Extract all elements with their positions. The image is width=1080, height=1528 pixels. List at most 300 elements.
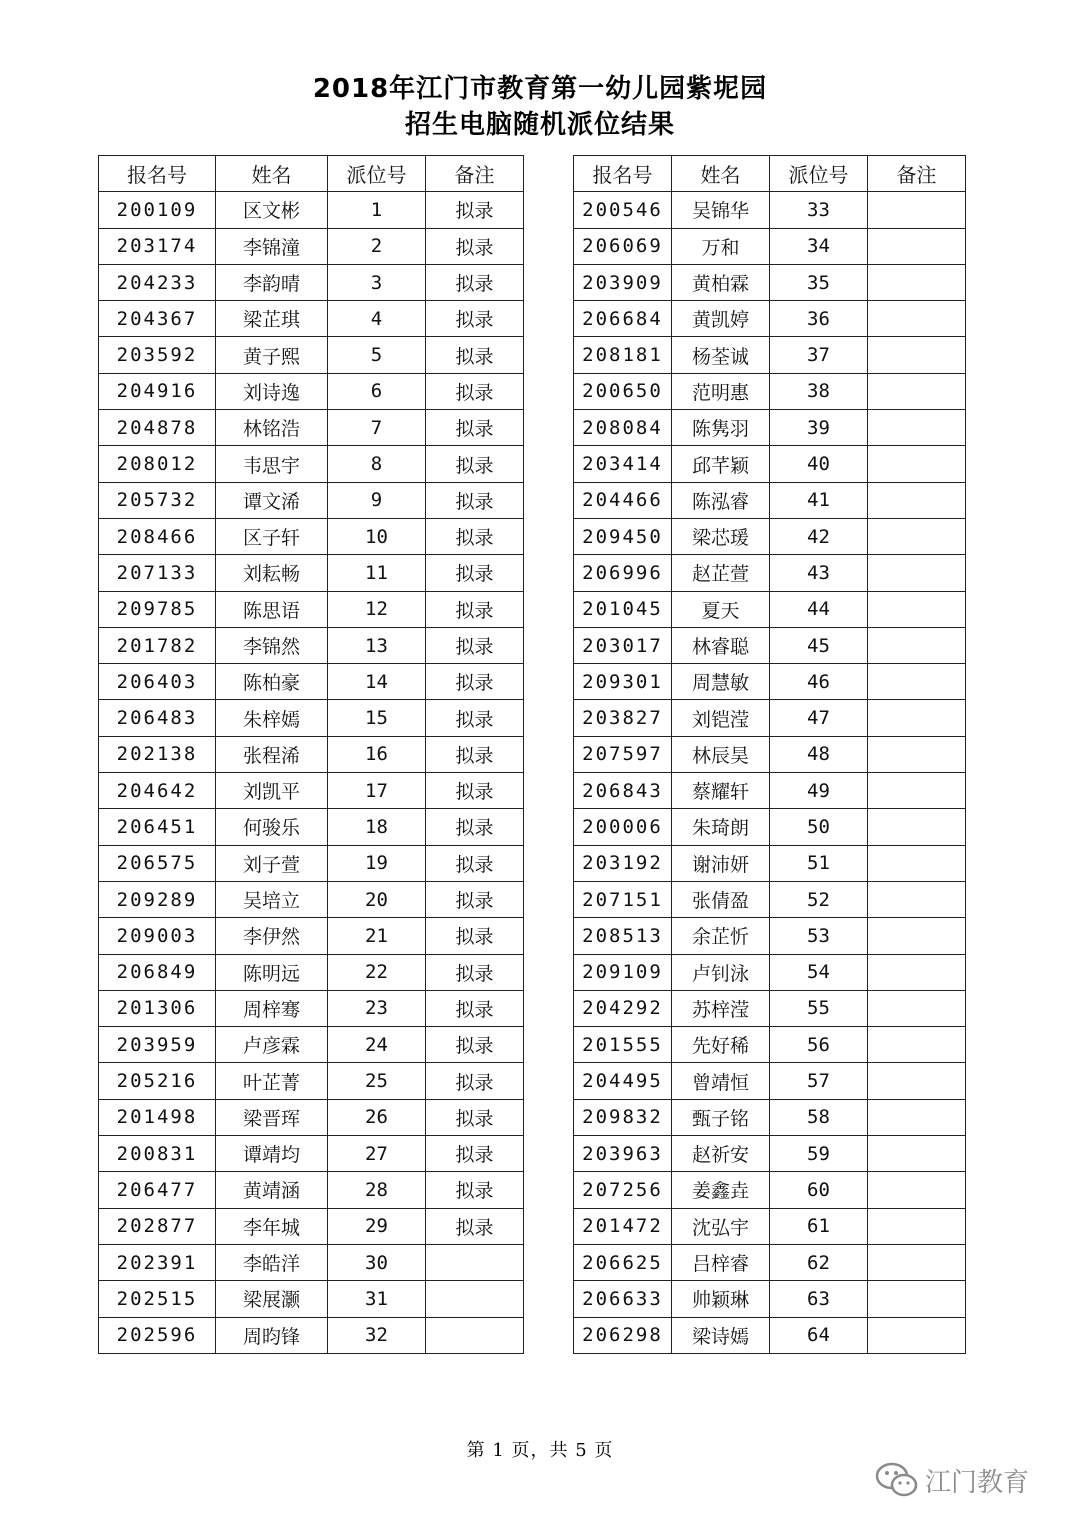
table-row [574, 228, 966, 264]
table-row [99, 1208, 524, 1244]
lottery-no-cell: 51 [770, 845, 868, 881]
lottery-no-cell: 21 [328, 918, 426, 954]
remark-cell [868, 954, 966, 990]
table-row [99, 954, 524, 990]
table-row [99, 845, 524, 881]
student-name-cell: 刘耘畅 [216, 555, 328, 591]
table-row [574, 1027, 966, 1063]
student-name-cell: 杨荃诚 [672, 337, 770, 373]
student-name-cell: 黄柏霖 [672, 264, 770, 300]
table-row [99, 1063, 524, 1099]
registration-no-cell: 200831 [99, 1136, 216, 1172]
table-row [99, 228, 524, 264]
student-name-cell: 李伊然 [216, 918, 328, 954]
remark-cell [868, 1317, 966, 1353]
registration-no-cell: 204642 [99, 773, 216, 809]
table-row [99, 410, 524, 446]
student-name-cell: 区子轩 [216, 518, 328, 554]
watermark [875, 1458, 1029, 1502]
remark-cell [868, 1208, 966, 1244]
remark-cell: 拟录 [426, 555, 524, 591]
remark-cell [868, 1063, 966, 1099]
remark-cell: 拟录 [426, 990, 524, 1026]
student-name-cell: 李年城 [216, 1208, 328, 1244]
remark-cell: 拟录 [426, 337, 524, 373]
student-name-cell: 黄凯婷 [672, 301, 770, 337]
remark-cell: 拟录 [426, 845, 524, 881]
student-name-cell: 周慧敏 [672, 664, 770, 700]
remark-cell [868, 301, 966, 337]
header-registration-no: 报名号 [574, 156, 672, 192]
registration-no-cell: 206684 [574, 301, 672, 337]
registration-no-cell: 203827 [574, 700, 672, 736]
student-name-cell: 梁芯瑗 [672, 518, 770, 554]
lottery-no-cell: 53 [770, 918, 868, 954]
remark-cell: 拟录 [426, 664, 524, 700]
registration-no-cell: 208513 [574, 918, 672, 954]
student-name-cell: 叶芷菁 [216, 1063, 328, 1099]
table-row [99, 809, 524, 845]
lottery-no-cell: 30 [328, 1244, 426, 1280]
lottery-no-cell: 40 [770, 446, 868, 482]
student-name-cell: 刘凯平 [216, 773, 328, 809]
registration-no-cell: 206483 [99, 700, 216, 736]
table-row [99, 518, 524, 554]
remark-cell [868, 881, 966, 917]
lottery-no-cell: 2 [328, 228, 426, 264]
lottery-no-cell: 23 [328, 990, 426, 1026]
student-name-cell: 黄子熙 [216, 337, 328, 373]
student-name-cell: 邱芊颖 [672, 446, 770, 482]
remark-cell [868, 446, 966, 482]
lottery-no-cell: 15 [328, 700, 426, 736]
student-name-cell: 赵祈安 [672, 1136, 770, 1172]
table-row [574, 482, 966, 518]
watermark-text: 江门教育 [925, 1467, 1030, 1498]
remark-cell: 拟录 [426, 700, 524, 736]
left-result-table [98, 155, 524, 1354]
registration-no-cell: 204292 [574, 990, 672, 1026]
remark-cell [868, 918, 966, 954]
remark-cell: 拟录 [426, 264, 524, 300]
lottery-no-cell: 64 [770, 1317, 868, 1353]
remark-cell [868, 192, 966, 228]
lottery-no-cell: 27 [328, 1136, 426, 1172]
table-row [574, 809, 966, 845]
table-header-row [574, 156, 966, 192]
registration-no-cell: 209785 [99, 591, 216, 627]
student-name-cell: 姜鑫垚 [672, 1172, 770, 1208]
remark-cell [868, 591, 966, 627]
student-name-cell: 张程浠 [216, 736, 328, 772]
student-name-cell: 周昀锋 [216, 1317, 328, 1353]
registration-no-cell: 208181 [574, 337, 672, 373]
registration-no-cell: 203192 [574, 845, 672, 881]
lottery-no-cell: 49 [770, 773, 868, 809]
student-name-cell: 卢彦霖 [216, 1027, 328, 1063]
remark-cell [868, 990, 966, 1026]
registration-no-cell: 206625 [574, 1244, 672, 1280]
table-row [99, 1172, 524, 1208]
registration-no-cell: 206996 [574, 555, 672, 591]
table-row [99, 264, 524, 300]
table-row [99, 337, 524, 373]
registration-no-cell: 204916 [99, 373, 216, 409]
remark-cell [868, 809, 966, 845]
header-remark: 备注 [868, 156, 966, 192]
table-row [99, 700, 524, 736]
registration-no-cell: 206843 [574, 773, 672, 809]
table-row [574, 1063, 966, 1099]
student-name-cell: 卢钊泳 [672, 954, 770, 990]
lottery-no-cell: 19 [328, 845, 426, 881]
remark-cell [426, 1244, 524, 1280]
registration-no-cell: 206633 [574, 1281, 672, 1317]
registration-no-cell: 204466 [574, 482, 672, 518]
student-name-cell: 吴锦华 [672, 192, 770, 228]
student-name-cell: 朱琦朗 [672, 809, 770, 845]
registration-no-cell: 206849 [99, 954, 216, 990]
lottery-no-cell: 18 [328, 809, 426, 845]
registration-no-cell: 204878 [99, 410, 216, 446]
registration-no-cell: 201045 [574, 591, 672, 627]
registration-no-cell: 201782 [99, 627, 216, 663]
lottery-no-cell: 9 [328, 482, 426, 518]
remark-cell [868, 700, 966, 736]
table-row [574, 881, 966, 917]
lottery-no-cell: 63 [770, 1281, 868, 1317]
remark-cell: 拟录 [426, 1063, 524, 1099]
remark-cell [868, 373, 966, 409]
remark-cell [868, 845, 966, 881]
table-row [99, 1136, 524, 1172]
table-row [574, 1136, 966, 1172]
page-footer: 第 1 页，共 5 页 [466, 1440, 614, 1461]
student-name-cell: 刘铠滢 [672, 700, 770, 736]
student-name-cell: 李锦然 [216, 627, 328, 663]
header-remark: 备注 [426, 156, 524, 192]
table-row [574, 301, 966, 337]
registration-no-cell: 200650 [574, 373, 672, 409]
lottery-no-cell: 45 [770, 627, 868, 663]
table-row [99, 555, 524, 591]
table-row [99, 446, 524, 482]
remark-cell: 拟录 [426, 1099, 524, 1135]
lottery-no-cell: 8 [328, 446, 426, 482]
remark-cell [868, 264, 966, 300]
table-row [99, 192, 524, 228]
lottery-no-cell: 47 [770, 700, 868, 736]
table-row [574, 1099, 966, 1135]
registration-no-cell: 203963 [574, 1136, 672, 1172]
remark-cell [426, 1281, 524, 1317]
registration-no-cell: 207256 [574, 1172, 672, 1208]
registration-no-cell: 201306 [99, 990, 216, 1026]
student-name-cell: 谭文浠 [216, 482, 328, 518]
registration-no-cell: 209289 [99, 881, 216, 917]
student-name-cell: 林铭浩 [216, 410, 328, 446]
student-name-cell: 吴培立 [216, 881, 328, 917]
student-name-cell: 何骏乐 [216, 809, 328, 845]
remark-cell: 拟录 [426, 1172, 524, 1208]
table-row [574, 555, 966, 591]
right-result-table [573, 155, 966, 1354]
table-row [99, 1317, 524, 1353]
student-name-cell: 陈明远 [216, 954, 328, 990]
registration-no-cell: 201472 [574, 1208, 672, 1244]
lottery-no-cell: 42 [770, 518, 868, 554]
lottery-no-cell: 44 [770, 591, 868, 627]
remark-cell: 拟录 [426, 518, 524, 554]
remark-cell [868, 1027, 966, 1063]
table-row [574, 773, 966, 809]
student-name-cell: 梁诗嫣 [672, 1317, 770, 1353]
student-name-cell: 苏梓滢 [672, 990, 770, 1026]
student-name-cell: 甄子铭 [672, 1099, 770, 1135]
student-name-cell: 沈弘宇 [672, 1208, 770, 1244]
remark-cell: 拟录 [426, 881, 524, 917]
registration-no-cell: 200006 [574, 809, 672, 845]
student-name-cell: 林辰昊 [672, 736, 770, 772]
registration-no-cell: 201498 [99, 1099, 216, 1135]
lottery-no-cell: 46 [770, 664, 868, 700]
remark-cell [868, 664, 966, 700]
remark-cell [868, 773, 966, 809]
lottery-no-cell: 22 [328, 954, 426, 990]
lottery-no-cell: 7 [328, 410, 426, 446]
table-row [99, 736, 524, 772]
student-name-cell: 区文彬 [216, 192, 328, 228]
registration-no-cell: 203909 [574, 264, 672, 300]
lottery-no-cell: 5 [328, 337, 426, 373]
table-row [574, 373, 966, 409]
remark-cell: 拟录 [426, 482, 524, 518]
table-row [574, 954, 966, 990]
lottery-no-cell: 25 [328, 1063, 426, 1099]
student-name-cell: 梁芷琪 [216, 301, 328, 337]
lottery-no-cell: 48 [770, 736, 868, 772]
lottery-no-cell: 35 [770, 264, 868, 300]
table-row [99, 627, 524, 663]
page-title-line2: 招生电脑随机派位结果 [404, 110, 675, 140]
lottery-no-cell: 13 [328, 627, 426, 663]
remark-cell [868, 1244, 966, 1280]
remark-cell [868, 555, 966, 591]
registration-no-cell: 203592 [99, 337, 216, 373]
lottery-no-cell: 11 [328, 555, 426, 591]
student-name-cell: 陈泓睿 [672, 482, 770, 518]
lottery-no-cell: 57 [770, 1063, 868, 1099]
registration-no-cell: 206298 [574, 1317, 672, 1353]
table-row [99, 1027, 524, 1063]
lottery-no-cell: 26 [328, 1099, 426, 1135]
registration-no-cell: 202596 [99, 1317, 216, 1353]
remark-cell [868, 518, 966, 554]
registration-no-cell: 202877 [99, 1208, 216, 1244]
registration-no-cell: 207133 [99, 555, 216, 591]
registration-no-cell: 209301 [574, 664, 672, 700]
table-row [99, 482, 524, 518]
registration-no-cell: 203017 [574, 627, 672, 663]
lottery-no-cell: 50 [770, 809, 868, 845]
registration-no-cell: 202515 [99, 1281, 216, 1317]
lottery-no-cell: 32 [328, 1317, 426, 1353]
registration-no-cell: 203414 [574, 446, 672, 482]
lottery-no-cell: 55 [770, 990, 868, 1026]
registration-no-cell: 206069 [574, 228, 672, 264]
lottery-no-cell: 61 [770, 1208, 868, 1244]
lottery-no-cell: 6 [328, 373, 426, 409]
header-name: 姓名 [216, 156, 328, 192]
registration-no-cell: 202138 [99, 736, 216, 772]
lottery-no-cell: 34 [770, 228, 868, 264]
student-name-cell: 余芷忻 [672, 918, 770, 954]
student-name-cell: 范明惠 [672, 373, 770, 409]
remark-cell [868, 482, 966, 518]
lottery-no-cell: 12 [328, 591, 426, 627]
header-registration-no: 报名号 [99, 156, 216, 192]
table-row [99, 1281, 524, 1317]
student-name-cell: 谭靖均 [216, 1136, 328, 1172]
registration-no-cell: 209109 [574, 954, 672, 990]
student-name-cell: 陈思语 [216, 591, 328, 627]
lottery-no-cell: 24 [328, 1027, 426, 1063]
remark-cell [868, 1281, 966, 1317]
student-name-cell: 韦思宇 [216, 446, 328, 482]
registration-no-cell: 207151 [574, 881, 672, 917]
table-row [574, 845, 966, 881]
lottery-no-cell: 62 [770, 1244, 868, 1280]
student-name-cell: 陈柏豪 [216, 664, 328, 700]
registration-no-cell: 206575 [99, 845, 216, 881]
lottery-no-cell: 14 [328, 664, 426, 700]
registration-no-cell: 209832 [574, 1099, 672, 1135]
registration-no-cell: 207597 [574, 736, 672, 772]
student-name-cell: 张倩盈 [672, 881, 770, 917]
registration-no-cell: 208084 [574, 410, 672, 446]
lottery-no-cell: 20 [328, 881, 426, 917]
student-name-cell: 夏天 [672, 591, 770, 627]
remark-cell: 拟录 [426, 773, 524, 809]
remark-cell: 拟录 [426, 736, 524, 772]
table-row [574, 518, 966, 554]
lottery-no-cell: 4 [328, 301, 426, 337]
registration-no-cell: 205216 [99, 1063, 216, 1099]
lottery-no-cell: 29 [328, 1208, 426, 1244]
table-row [574, 591, 966, 627]
registration-no-cell: 206451 [99, 809, 216, 845]
student-name-cell: 万和 [672, 228, 770, 264]
student-name-cell: 谢沛妍 [672, 845, 770, 881]
registration-no-cell: 200109 [99, 192, 216, 228]
registration-no-cell: 200546 [574, 192, 672, 228]
registration-no-cell: 204233 [99, 264, 216, 300]
lottery-no-cell: 52 [770, 881, 868, 917]
registration-no-cell: 208466 [99, 518, 216, 554]
registration-no-cell: 205732 [99, 482, 216, 518]
page-title-line1: 2018年江门市教育第一幼儿园紫坭园 [312, 74, 768, 104]
table-row [574, 990, 966, 1026]
student-name-cell: 李韵晴 [216, 264, 328, 300]
student-name-cell: 先好稀 [672, 1027, 770, 1063]
table-row [99, 1099, 524, 1135]
lottery-no-cell: 17 [328, 773, 426, 809]
table-row [99, 990, 524, 1026]
remark-cell [868, 1099, 966, 1135]
registration-no-cell: 203959 [99, 1027, 216, 1063]
student-name-cell: 刘诗逸 [216, 373, 328, 409]
table-row [99, 918, 524, 954]
lottery-no-cell: 33 [770, 192, 868, 228]
student-name-cell: 李锦潼 [216, 228, 328, 264]
table-row [574, 627, 966, 663]
registration-no-cell: 206477 [99, 1172, 216, 1208]
student-name-cell: 赵芷萱 [672, 555, 770, 591]
remark-cell: 拟录 [426, 1208, 524, 1244]
registration-no-cell: 209450 [574, 518, 672, 554]
lottery-no-cell: 37 [770, 337, 868, 373]
student-name-cell: 李皓洋 [216, 1244, 328, 1280]
lottery-no-cell: 58 [770, 1099, 868, 1135]
table-row [574, 1172, 966, 1208]
lottery-no-cell: 59 [770, 1136, 868, 1172]
remark-cell: 拟录 [426, 918, 524, 954]
lottery-no-cell: 36 [770, 301, 868, 337]
remark-cell: 拟录 [426, 410, 524, 446]
header-lottery-no: 派位号 [770, 156, 868, 192]
student-name-cell: 陈隽羽 [672, 410, 770, 446]
remark-cell: 拟录 [426, 1136, 524, 1172]
lottery-no-cell: 54 [770, 954, 868, 990]
table-row [574, 664, 966, 700]
table-row [99, 773, 524, 809]
remark-cell [868, 410, 966, 446]
registration-no-cell: 209003 [99, 918, 216, 954]
table-row [574, 1317, 966, 1353]
student-name-cell: 曾靖恒 [672, 1063, 770, 1099]
registration-no-cell: 204367 [99, 301, 216, 337]
remark-cell [426, 1317, 524, 1353]
student-name-cell: 梁晋珲 [216, 1099, 328, 1135]
remark-cell: 拟录 [426, 954, 524, 990]
registration-no-cell: 204495 [574, 1063, 672, 1099]
remark-cell: 拟录 [426, 228, 524, 264]
table-row [574, 700, 966, 736]
registration-no-cell: 201555 [574, 1027, 672, 1063]
lottery-no-cell: 16 [328, 736, 426, 772]
lottery-no-cell: 43 [770, 555, 868, 591]
table-row [574, 446, 966, 482]
student-name-cell: 刘子萱 [216, 845, 328, 881]
wechat-icon [875, 1461, 919, 1499]
table-row [99, 373, 524, 409]
lottery-no-cell: 31 [328, 1281, 426, 1317]
remark-cell [868, 1172, 966, 1208]
lottery-no-cell: 39 [770, 410, 868, 446]
lottery-no-cell: 1 [328, 192, 426, 228]
lottery-no-cell: 10 [328, 518, 426, 554]
remark-cell [868, 337, 966, 373]
header-lottery-no: 派位号 [328, 156, 426, 192]
lottery-no-cell: 38 [770, 373, 868, 409]
registration-no-cell: 202391 [99, 1244, 216, 1280]
lottery-no-cell: 3 [328, 264, 426, 300]
remark-cell: 拟录 [426, 192, 524, 228]
table-row [574, 918, 966, 954]
registration-no-cell: 208012 [99, 446, 216, 482]
table-row [99, 301, 524, 337]
table-row [99, 881, 524, 917]
